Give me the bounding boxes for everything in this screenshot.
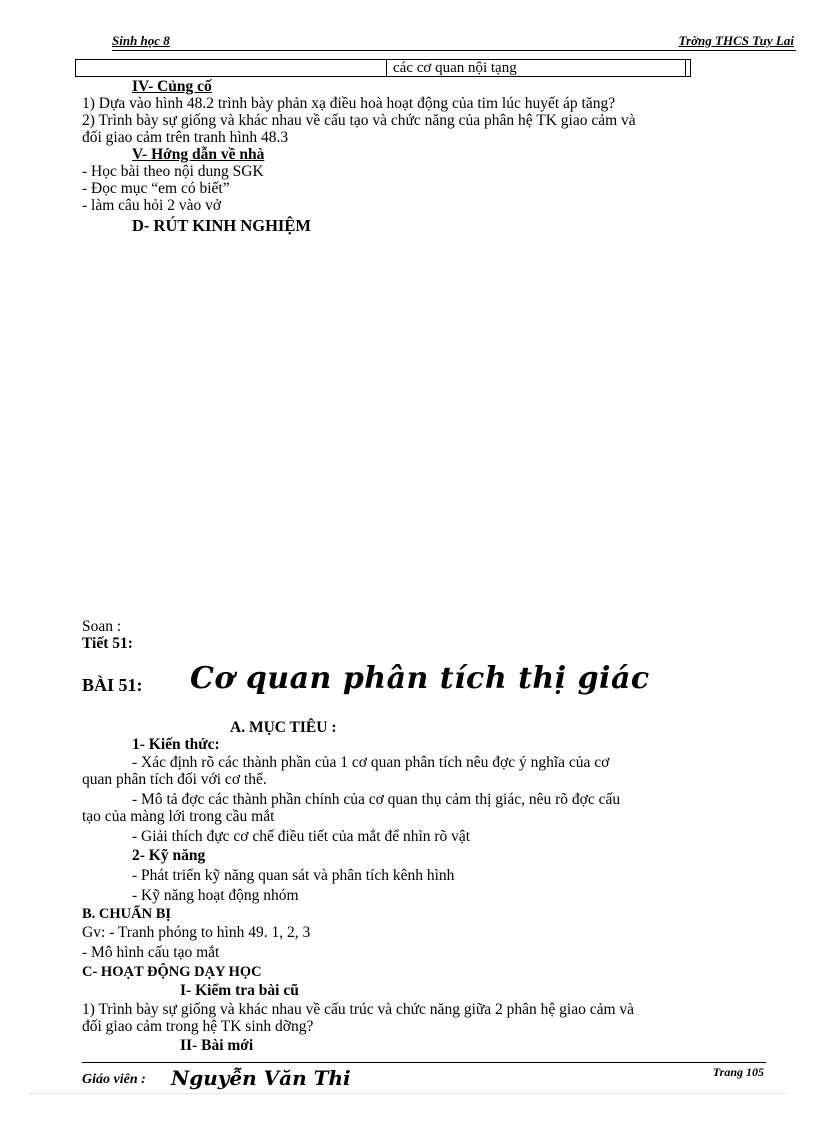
section-b-heading: B. CHUẨN BỊ xyxy=(82,906,172,922)
section-a-sub2-line-2: - Kỹ năng hoạt động nhóm xyxy=(132,887,299,904)
teacher-label: Giáo viên : xyxy=(82,1072,146,1087)
bai-label: BÀI 51: xyxy=(82,675,143,695)
page-number: Trang 105 xyxy=(712,1065,764,1079)
section-a-line-3: - Mô tả đợc các thành phần chính của cơ quan thụ cảm thị giác, nêu rõ đợc cấu xyxy=(132,791,621,808)
section-v-line-1: - Học bài theo nội dung SGK xyxy=(82,163,264,180)
page-bottom-dots xyxy=(30,1093,786,1094)
lesson-title: Cơ quan phân tích thị giác xyxy=(190,661,650,696)
section-v-line-3: - làm câu hỏi 2 vào vở xyxy=(82,197,222,214)
section-iv-line-3: đối giao cảm trên tranh hình 48.3 xyxy=(82,129,289,146)
section-v-line-2: - Đọc mục “em có biết” xyxy=(82,180,230,197)
header-right: Trờng THCS Tuy Lai xyxy=(678,33,794,48)
section-a-sub2-line-1: - Phát triển kỹ năng quan sát và phân tích kênh hình xyxy=(132,867,455,884)
tiet-label: Tiết 51: xyxy=(82,635,133,652)
footer-rule xyxy=(82,1062,766,1063)
section-a-heading: A. MỤC TIÊU : xyxy=(230,719,337,736)
section-v-heading: V- Hớng dẫn về nhà xyxy=(132,146,265,163)
section-c-heading: C- HOẠT ĐỘNG DẠY HỌC xyxy=(82,964,262,980)
section-b-line-2: - Mô hình cấu tạo mắt xyxy=(82,944,220,961)
section-iv-line-1: 1) Dựa vào hình 48.2 trình bày phản xạ điều hoà hoạt động của tim lúc huyết áp tăng? xyxy=(82,95,616,112)
section-a-line-1: - Xác định rõ các thành phần của 1 cơ quan phân tích nêu đợc ý nghĩa của cơ xyxy=(132,754,610,771)
section-c-sub1: I- Kiểm tra bài cũ xyxy=(180,982,299,999)
section-a-sub1: 1- Kiến thức: xyxy=(132,736,220,753)
section-a-line-5: - Giải thích đực cơ chế điều tiết của mắt để nhìn rõ vật xyxy=(132,828,471,845)
section-c-sub2: II- Bài mới xyxy=(180,1037,254,1054)
table-divider xyxy=(386,59,387,76)
section-iv-heading: IV- Củng cố xyxy=(132,78,212,95)
section-d-heading: D- RÚT KINH NGHIỆM xyxy=(132,216,311,235)
table-fragment xyxy=(75,59,691,77)
table-cell-text: các cơ quan nội tạng xyxy=(393,60,517,76)
section-a-line-2: quan phân tích đối với cơ thể. xyxy=(82,771,267,788)
table-divider-right xyxy=(685,59,686,76)
soan-label: Soan : xyxy=(82,618,122,635)
section-a-line-4: tạo của màng lới trong cầu mắt xyxy=(82,808,275,825)
section-iv-line-2: 2) Trình bày sự giống và khác nhau về cấu tạo và chức năng của phân hệ TK giao cảm và xyxy=(82,112,636,129)
header-left: Sinh học 8 xyxy=(112,33,170,48)
section-c-line-1: 1) Trình bày sự giống và khác nhau về cấu trúc và chức năng giữa 2 phân hệ giao cảm và xyxy=(82,1001,635,1018)
section-c-line-2: đối giao cảm trong hệ TK sinh dỡng? xyxy=(82,1018,314,1035)
header-rule xyxy=(112,50,796,51)
section-a-sub2: 2- Kỹ năng xyxy=(132,847,206,864)
section-b-line-1: Gv: - Tranh phóng to hình 49. 1, 2, 3 xyxy=(82,924,311,941)
teacher-name: Nguyễn Văn Thi xyxy=(171,1066,351,1090)
